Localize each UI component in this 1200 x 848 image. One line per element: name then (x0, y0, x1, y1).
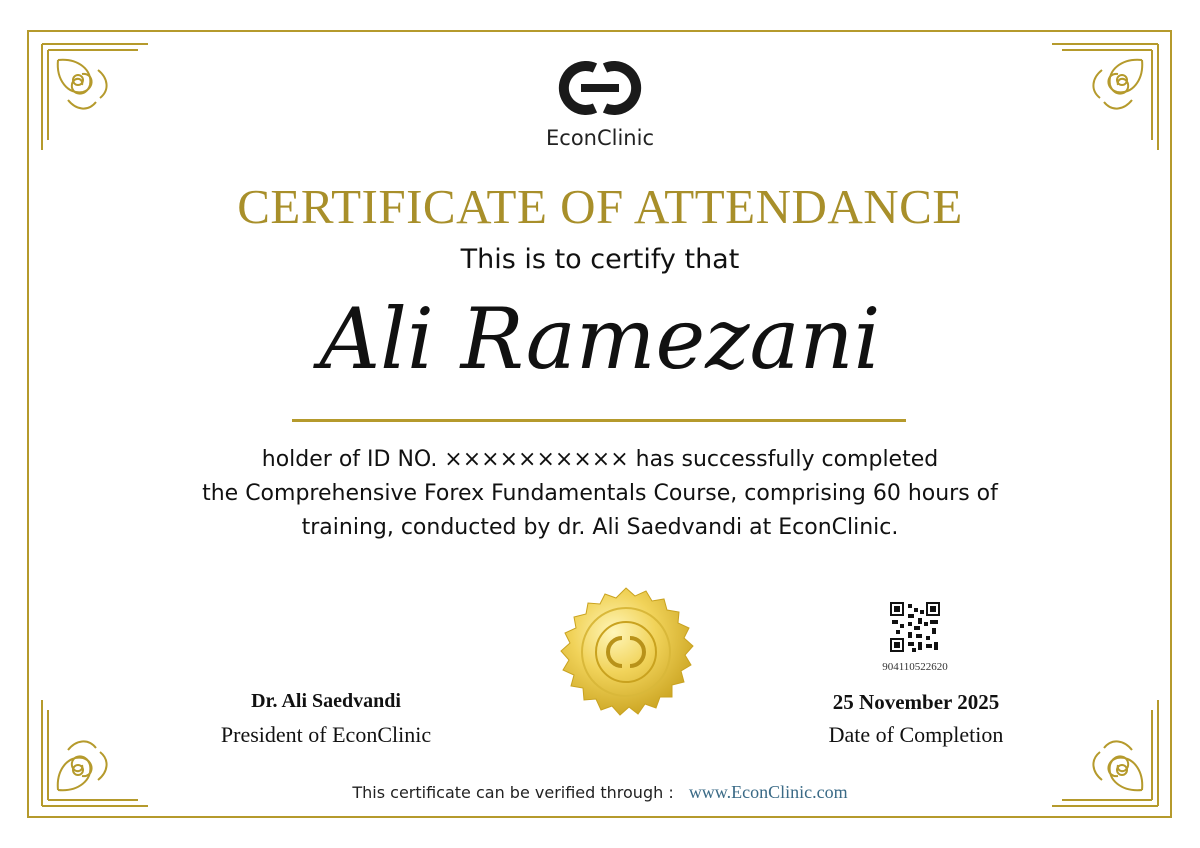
certificate-title: CERTIFICATE OF ATTENDANCE (237, 179, 963, 234)
signatory-title: President of EconClinic (220, 722, 432, 747)
certify-intro: This is to certify that (460, 244, 740, 275)
completion-date-label: Date of Completion (828, 722, 1004, 747)
certificate-body (150, 443, 1050, 545)
name-underline (292, 419, 906, 422)
recipient-name: Ali Ramezani (319, 290, 881, 388)
verification-text: This certificate can be verified through : (352, 783, 674, 802)
body-line: holder of ID NO. ×××××××××× has successfully completed (261, 447, 939, 472)
body-line: the Comprehensive Forex Fundamentals Course, comprising 60 hours of (202, 481, 998, 506)
signatory-name: Dr. Ali Saedvandi (251, 690, 401, 712)
completion-date: 25 November 2025 (832, 690, 1000, 714)
verification-link[interactable]: www.EconClinic.com (688, 782, 848, 802)
econclinic-logo-icon (557, 58, 643, 118)
verification-note (0, 782, 1200, 803)
qr-code-icon (890, 602, 940, 652)
gold-seal-icon (550, 586, 702, 732)
body-line: training, conducted by dr. Ali Saedvandi at EconClinic. (301, 515, 899, 540)
qr-code-number: 904110522620 (882, 661, 948, 673)
brand-name: EconClinic (546, 126, 654, 150)
